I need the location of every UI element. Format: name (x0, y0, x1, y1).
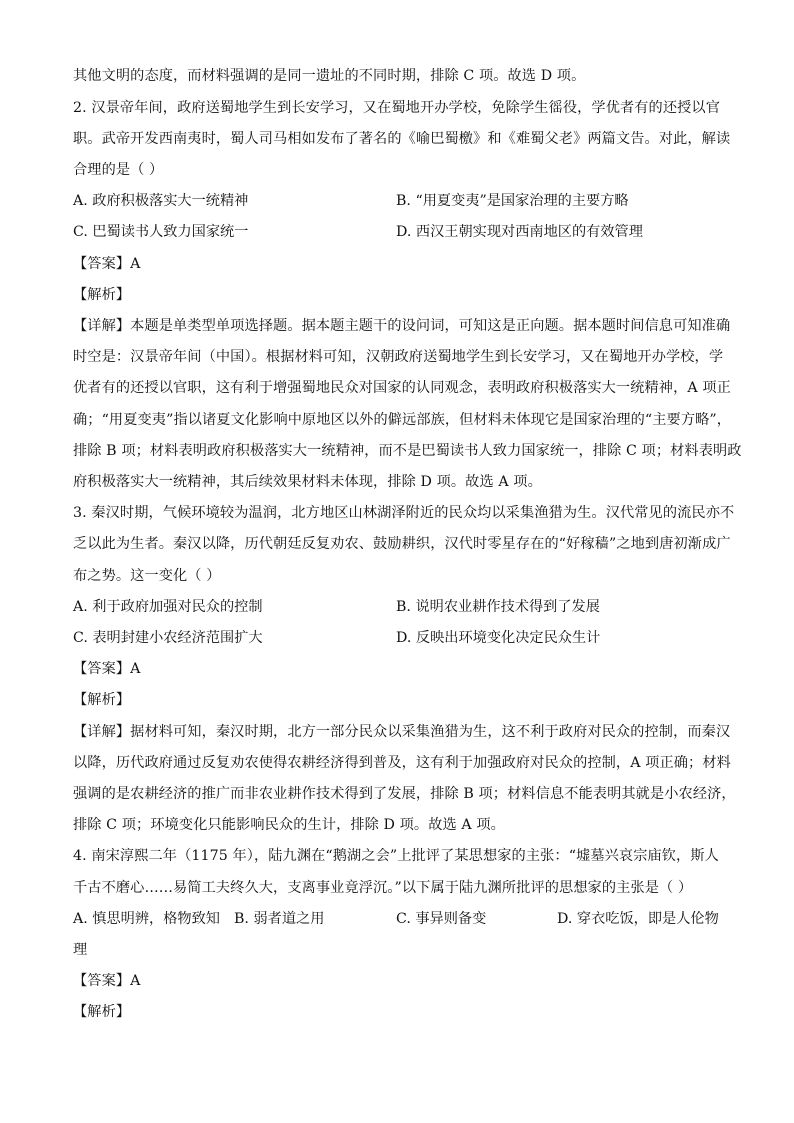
text-line: 其他文明的态度，而材料强调的是同一遗址的不同时期，排除 C 项。故选 D 项。 (73, 68, 586, 84)
analysis-label: 【解析】 (73, 692, 131, 708)
q3-option-c: C. 表明封建小农经济范围扩大 (73, 630, 263, 646)
text-line: 确；“用夏变夷”指以诸夏文化影响中原地区以外的僻远部族，但材料未体现它是国家治理的“主要方略”， (73, 412, 732, 428)
q3-option-b: B. 说明农业耕作技术得到了发展 (396, 599, 600, 615)
text-line: 理 (73, 942, 88, 958)
text-line: 排除 C 项；环境变化只能影响民众的生计，排除 D 项。故选 A 项。 (73, 817, 505, 833)
q2-option-d: D. 西汉王朝实现对西南地区的有效管理 (396, 224, 643, 240)
q3-option-a: A. 利于政府加强对民众的控制 (73, 599, 263, 615)
detail-text: 【详解】据材料可知，秦汉时期，北方一部分民众以采集渔猎为生，这不利于政府对民众的控制，而秦汉 (73, 724, 731, 740)
text-line: 时空是：汉景帝年间（中国）。根据材料可知，汉朝政府送蜀地学生到长安学习，又在蜀地开办学校，学 (73, 349, 724, 365)
q3-option-d: D. 反映出环境变化决定民众生计 (396, 630, 601, 646)
text-line: 乏以此为生者。秦汉以降，历代朝廷反复劝农、鼓励耕织，汉代时零星存在的“好稼穑”之地到唐初渐成广 (73, 536, 731, 552)
text-line: 以降，历代政府通过反复劝农使得农耕经济得到普及，这有利于加强政府对民众的控制，A 项正确；材料 (73, 755, 731, 771)
analysis-label: 【解析】 (73, 1004, 131, 1020)
text-line: 合理的是（ ） (73, 162, 164, 178)
q2-option-c: C. 巴蜀读书人致力国家统一 (73, 224, 249, 240)
question-2-stem: 2. 汉景帝年间，政府送蜀地学生到长安学习，又在蜀地开办学校，免除学生徭役，学优者有的还授以官 (73, 100, 720, 116)
question-3-stem: 3. 秦汉时期，气候环境较为温润，北方地区山林湖泽附近的民众均以采集渔猎为生。汉代常见的流民亦不 (73, 505, 735, 521)
answer-label: 【答案】A (73, 973, 141, 989)
text-line: 职。武帝开发西南夷时，蜀人司马相如发布了著名的《喻巴蜀檄》和《难蜀父老》两篇文告。对此，解读 (73, 131, 731, 147)
answer-label: 【答案】A (73, 256, 141, 272)
analysis-label: 【解析】 (73, 287, 131, 303)
q4-option-a: A. 慎思明辨，格物致知 (73, 911, 220, 927)
text-line: 府积极落实大一统精神，其后续效果材料未体现，排除 D 项。故选 A 项。 (73, 474, 542, 490)
question-4-stem: 4. 南宋淳熙二年（1175 年），陆九渊在“鹅湖之会”上批评了某思想家的主张：“墟墓兴哀宗庙钦，斯人 (73, 848, 719, 864)
text-line: 强调的是农耕经济的推广而非农业耕作技术得到了发展，排除 B 项；材料信息不能表明其就是小农经济， (73, 786, 736, 802)
q2-option-b: B. “用夏变夷”是国家治理的主要方略 (396, 193, 629, 209)
q4-option-b: B. 弱者道之用 (234, 911, 325, 927)
text-line: 优者有的还授以官职，这有利于增强蜀地民众对国家的认同观念，表明政府积极落实大一统精神，A 项正 (73, 380, 731, 396)
text-line: 布之势。这一变化（ ） (73, 568, 221, 584)
q4-option-c: C. 事异则备变 (396, 911, 487, 927)
q4-option-d: D. 穿衣吃饭，即是人伦物 (557, 911, 719, 927)
text-line: 排除 B 项；材料表明政府积极落实大一统精神，而不是巴蜀读书人致力国家统一，排除 C 项；材料表明政 (73, 443, 742, 459)
text-line: 千古不磨心……易简工夫终久大，支离事业竟浮沉。”以下属于陆九渊所批评的思想家的主张是（ ） (73, 880, 693, 896)
detail-text: 【详解】本题是单类型单项选择题。据本题主题干的设问词，可知这是正向题。据本题时间信息可知准确 (73, 318, 731, 334)
answer-label: 【答案】A (73, 661, 141, 677)
q2-option-a: A. 政府积极落实大一统精神 (73, 193, 249, 209)
